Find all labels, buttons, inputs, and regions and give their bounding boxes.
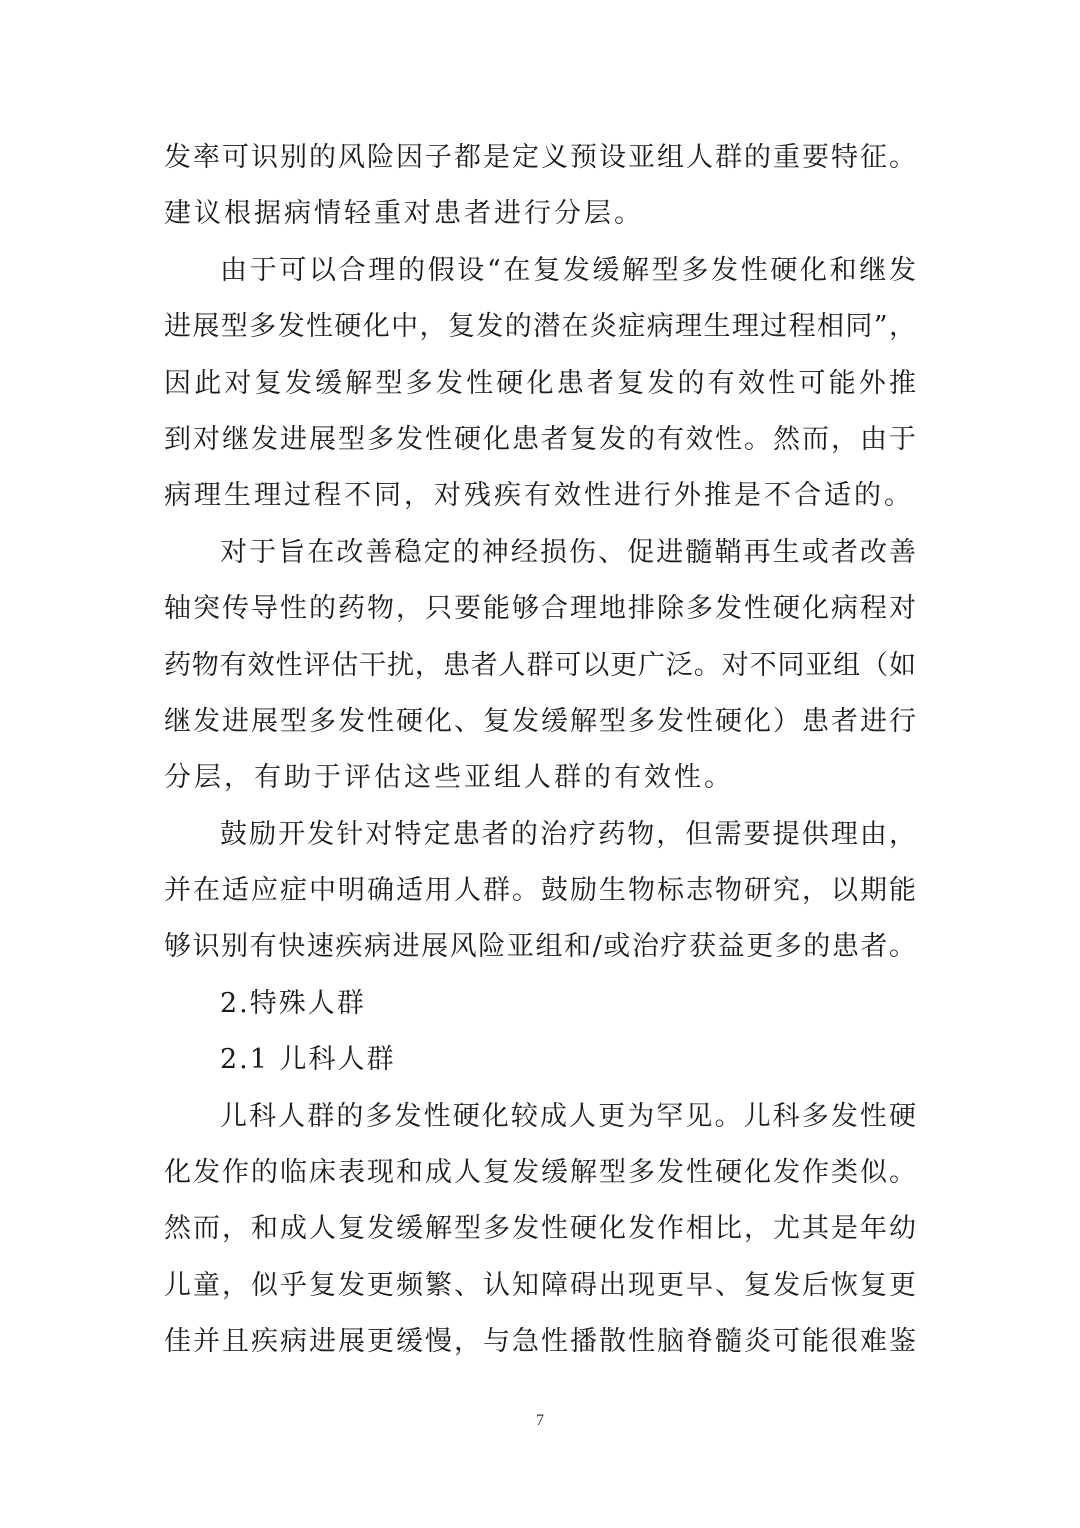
text-line: 对于旨在改善稳定的神经损伤、促进髓鞘再生或者改善	[220, 536, 916, 568]
text-line: 发率可识别的风险因子都是定义预设亚组人群的重要特征。	[164, 142, 916, 173]
subsection-heading: 2.1 儿科人群	[220, 1044, 396, 1076]
text-line: 佳并且疾病进展更缓慢，与急性播散性脑脊髓炎可能很难鉴	[164, 1326, 916, 1358]
text-line: 轴突传导性的药物，只要能够合理地排除多发性硬化病程对	[164, 593, 916, 625]
text-line: 鼓励开发针对特定患者的治疗药物，但需要提供理由，	[220, 818, 916, 850]
document-body	[164, 130, 916, 1371]
text-line: 由于可以合理的假设“在复发缓解型多发性硬化和继发	[220, 254, 916, 286]
text-line: 并在适应症中明确适用人群。鼓励生物标志物研究，以期能	[164, 875, 916, 907]
text-line: 因此对复发缓解型多发性硬化患者复发的有效性可能外推	[164, 367, 916, 399]
text-line: 病理生理过程不同，对残疾有效性进行外推是不合适的。	[164, 480, 914, 512]
text-line: 儿科人群的多发性硬化较成人更为罕见。儿科多发性硬	[220, 1100, 916, 1132]
page-number: 7	[536, 1412, 544, 1429]
text-line: 药物有效性评估干扰，患者人群可以更广泛。对不同亚组（如	[164, 649, 916, 681]
text-line: 进展型多发性硬化中，复发的潜在炎症病理生理过程相同”，	[164, 311, 916, 343]
text-line: 分层，有助于评估这些亚组人群的有效性。	[164, 762, 734, 794]
text-line: 儿童，似乎复发更频繁、认知障碍出现更早、复发后恢复更	[164, 1269, 916, 1301]
text-line: 建议根据病情轻重对患者进行分层。	[164, 198, 644, 230]
text-line: 到对继发进展型多发性硬化患者复发的有效性。然而，由于	[164, 423, 916, 455]
text-line: 继发进展型多发性硬化、复发缓解型多发性硬化）患者进行	[164, 705, 916, 737]
text-line: 化发作的临床表现和成人复发缓解型多发性硬化发作类似。	[164, 1157, 916, 1189]
text-line: 够识别有快速疾病进展风险亚组和/或治疗获益更多的患者。	[164, 931, 916, 963]
section-heading: 2.特殊人群	[220, 987, 366, 1019]
text-line: 然而，和成人复发缓解型多发性硬化发作相比，尤其是年幼	[164, 1213, 916, 1245]
